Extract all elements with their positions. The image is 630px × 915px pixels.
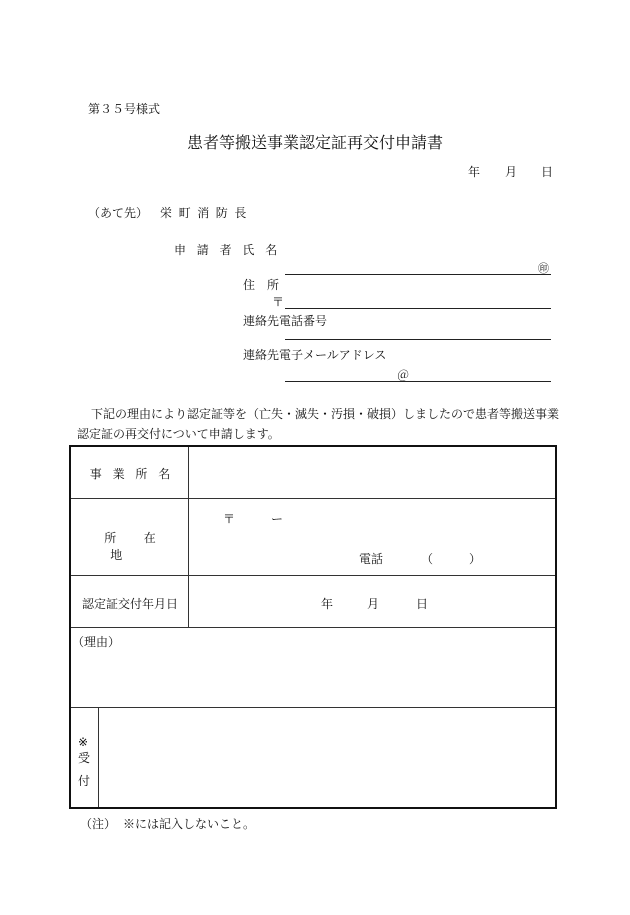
business-name-label: 事業所名 xyxy=(89,467,181,481)
location-phone-parens: （ ） xyxy=(421,552,482,566)
applicant-name-label: 申請者氏名 xyxy=(174,243,289,257)
issue-date-day: 日 xyxy=(416,597,429,611)
email-at: ＠ xyxy=(397,368,410,382)
reception-label-2: 付 xyxy=(78,774,91,788)
reason-label: （理由） xyxy=(72,635,121,649)
date-day: 日 xyxy=(541,165,554,179)
date-month: 月 xyxy=(505,165,518,179)
application-table xyxy=(69,445,557,809)
location-phone-label: 電話 xyxy=(359,552,384,566)
form-title: 患者等搬送事業認定証再交付申請書 xyxy=(186,133,443,152)
issue-date-field[interactable] xyxy=(189,576,555,627)
address-line[interactable] xyxy=(285,308,551,309)
note-text: ※には記入しないこと。 xyxy=(123,817,256,831)
reception-label-1: 受 xyxy=(78,751,91,765)
issue-date-label: 認定証交付年月日 xyxy=(81,597,178,611)
note-prefix: （注） xyxy=(80,817,117,831)
address-label: 住 所 xyxy=(243,278,280,292)
date-year: 年 xyxy=(468,165,481,179)
issue-date-month: 月 xyxy=(367,597,380,611)
seal-mark: ㊞ xyxy=(538,262,549,275)
reason-field[interactable] xyxy=(71,647,555,707)
row-divider xyxy=(71,627,555,628)
addressee-name: 栄町消防長 xyxy=(160,206,254,220)
location-field[interactable] xyxy=(189,499,555,575)
reception-mark: ※ xyxy=(78,735,89,749)
business-name-field[interactable] xyxy=(189,447,555,498)
intro-line-2: 認定証の再交付について申請します。 xyxy=(77,427,280,441)
applicant-name-line[interactable] xyxy=(285,274,551,275)
form-number: 第３５号様式 xyxy=(88,102,161,116)
addressee-prefix: （あて先） xyxy=(88,206,149,220)
email-line[interactable] xyxy=(285,381,551,382)
postal-mark: 〒 xyxy=(272,295,285,309)
location-postal: 〒 ー xyxy=(223,512,284,526)
phone-label: 連絡先電話番号 xyxy=(243,314,328,328)
intro-line-1: 下記の理由により認定証等を（亡失・滅失・汚損・破損）しましたので患者等搬送事業 xyxy=(91,407,560,421)
email-label: 連絡先電子メールアドレス xyxy=(243,348,387,362)
phone-line[interactable] xyxy=(285,339,551,340)
location-label: 所在地 xyxy=(104,531,184,562)
reception-field xyxy=(99,708,555,807)
issue-date-year: 年 xyxy=(321,597,334,611)
